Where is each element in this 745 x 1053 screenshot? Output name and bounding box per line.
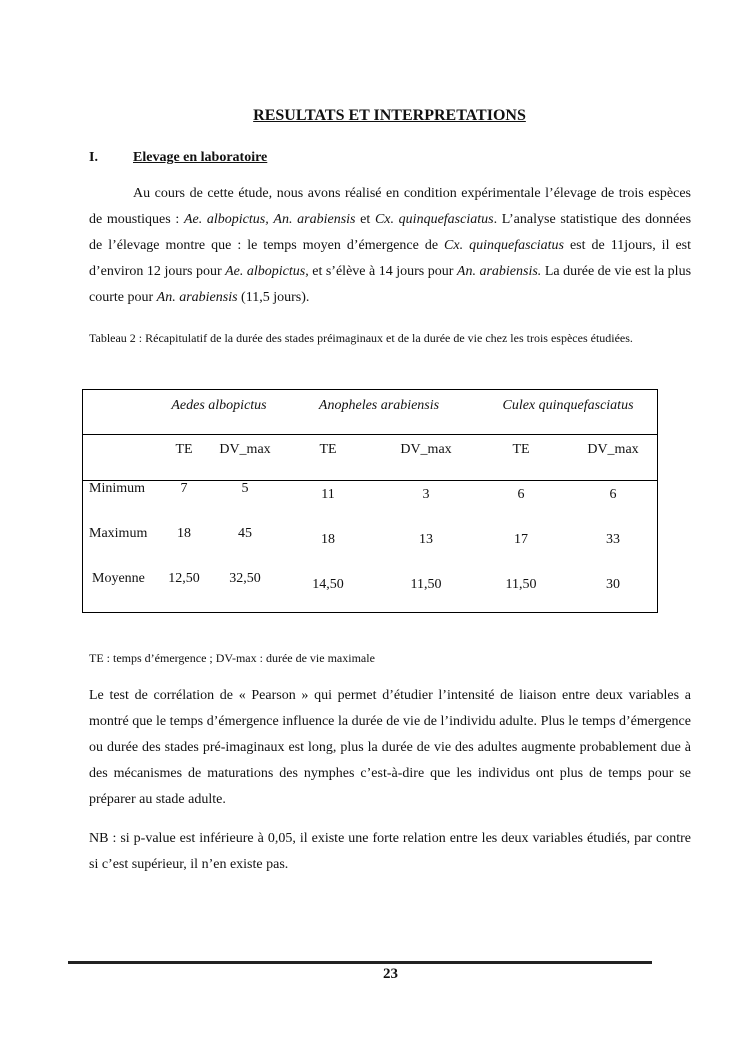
footer-rule <box>68 961 652 964</box>
table-cell: 18 <box>177 526 191 541</box>
row-label-maximum: Maximum <box>89 526 148 541</box>
subheader-te: TE <box>319 442 337 457</box>
table-cell: 11,50 <box>410 577 442 592</box>
section-title: Elevage en laboratoire <box>133 150 268 165</box>
table-cell: 18 <box>321 532 335 547</box>
table-cell: 30 <box>606 577 620 592</box>
table-cell: 17 <box>514 532 528 547</box>
table-caption: Tableau 2 : Récapitulatif de la durée des stades préimaginaux et de la durée de vie chez les trois espèces étudiées. <box>89 331 633 345</box>
table-divider <box>83 434 657 435</box>
subheader-dvmax: DV_max <box>219 442 271 457</box>
section-number: I. <box>89 150 98 165</box>
table-cell: 6 <box>609 487 617 502</box>
row-label-moyenne: Moyenne <box>92 571 145 586</box>
subheader-dvmax: DV_max <box>400 442 452 457</box>
subheader-te: TE <box>175 442 193 457</box>
table-cell: 11 <box>321 487 335 502</box>
page-number: 23 <box>383 966 398 982</box>
species-header-anopheles: Anopheles arabiensis <box>318 398 440 413</box>
note-paragraph: NB : si p-value est inférieure à 0,05, il existe une forte relation entre les deux variables étudiés, par contre si c’est supérieur, il n’en existe pas. <box>89 831 691 872</box>
subheader-dvmax: DV_max <box>587 442 639 457</box>
table-cell: 7 <box>180 481 188 496</box>
summary-table <box>82 389 658 613</box>
table-cell: 6 <box>517 487 525 502</box>
subheader-te: TE <box>512 442 530 457</box>
table-cell: 13 <box>419 532 433 547</box>
table-cell: 5 <box>241 481 249 496</box>
table-cell: 33 <box>606 532 620 547</box>
table-cell: 14,50 <box>312 577 344 592</box>
table-cell: 3 <box>422 487 430 502</box>
table-cell: 12,50 <box>168 571 200 586</box>
species-header-culex: Culex quinquefasciatus <box>502 398 634 413</box>
table-cell: 32,50 <box>229 571 261 586</box>
page-title: RESULTATS ET INTERPRETATIONS <box>253 107 526 124</box>
row-label-minimum: Minimum <box>89 481 146 496</box>
intro-paragraph: Au cours de cette étude, nous avons réalisé en condition expérimentale l’élevage de trois espèces de moustiques : Ae. albopictus, An. arabiensis et Cx. quinquefasciatus. L’analyse statistique des données de l’élevage montre que : le temps moyen d’émergence de Cx. quinquefasciatus est de 11jours, il est d’environ 12 jours pour Ae. albopictus, et s’élève à 14 jours pour An. arabiensis. La durée de vie est la plus courte pour An. arabiensis (11,5 jours). <box>89 186 692 305</box>
table-cell: 45 <box>238 526 252 541</box>
table-divider <box>83 480 657 481</box>
species-header-aedes: Aedes albopictus <box>171 398 267 413</box>
table-cell: 11,50 <box>505 577 537 592</box>
pearson-paragraph: Le test de corrélation de « Pearson » qui permet d’étudier l’intensité de liaison entre deux variables a montré que le temps d’émergence influence la durée de vie de l’individu adulte. Plus le temps d’émergence ou durée des stades pré-imaginaux est long, plus la durée de vie des adultes augmente probablement due à des mécanismes de maturations des nymphes c’est-à-dire que les individus ont plus de temps pour se préparer au stade adulte. <box>89 688 691 807</box>
table-legend: TE : temps d’émergence ; DV-max : durée de vie maximale <box>89 651 375 665</box>
